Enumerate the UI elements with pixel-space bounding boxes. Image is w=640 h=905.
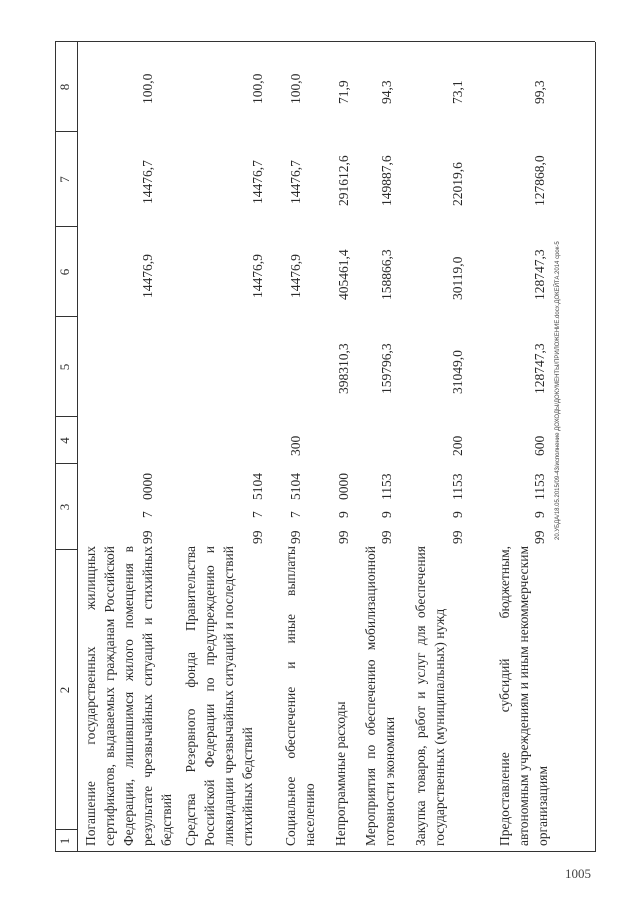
row-5-col6: 158866,3 — [379, 249, 394, 300]
page-number: 1005 — [565, 866, 591, 881]
row-1-code-a: 99 — [140, 530, 155, 544]
row-6-description: Закупка товаров, работ и услуг для обеспечения государственных (муниципальных) нужд — [413, 546, 447, 846]
row-3-code-b: 7 — [288, 511, 303, 518]
col-divider-8 — [55, 41, 595, 42]
row-5-code-c: 1153 — [379, 473, 394, 500]
header-col-5: 5 — [57, 363, 72, 371]
row-5-description: Мероприятия по обеспечению мобилизационной готовности экономики — [363, 546, 397, 846]
row-2-code-a: 99 — [250, 530, 265, 544]
row-2-col8: 100,0 — [250, 73, 265, 104]
row-3-code-a: 99 — [288, 530, 303, 544]
table-border-top — [55, 42, 56, 852]
row-6-col7: 22019,6 — [450, 162, 465, 206]
row-2-code-c: 5104 — [250, 473, 265, 500]
row-6-code-b: 9 — [450, 511, 465, 518]
row-7-code-a: 99 — [532, 530, 547, 544]
budget-table — [55, 42, 595, 852]
row-2-col7: 14476,7 — [250, 160, 265, 204]
row-1-col6: 14476,9 — [140, 254, 155, 298]
header-col-6: 6 — [57, 268, 72, 276]
row-4-col7: 291612,6 — [336, 155, 351, 206]
header-col-4: 4 — [57, 437, 72, 444]
row-4-code-b: 9 — [336, 511, 351, 518]
header-col-8: 8 — [57, 83, 72, 91]
header-col-7: 7 — [57, 176, 72, 183]
row-4-description: Непрограммные расходы — [333, 701, 348, 846]
row-1-code-c: 0000 — [140, 473, 155, 500]
row-7-code-c: 1153 — [532, 473, 547, 500]
row-4-code-a: 99 — [336, 530, 351, 544]
row-3-description: Социальное обеспечение и иные выплаты населению — [283, 546, 317, 846]
row-7-col6: 128747,3 — [532, 249, 547, 300]
row-5-col8: 94,3 — [379, 80, 394, 104]
row-4-col8: 71,9 — [336, 80, 351, 104]
row-6-code-c: 1153 — [450, 473, 465, 500]
row-1-code-b: 7 — [140, 511, 155, 518]
row-7-col7: 127868,0 — [532, 155, 547, 206]
row-5-code-b: 9 — [379, 511, 394, 518]
row-7-col5: 128747,3 — [532, 343, 547, 394]
row-3-col8: 100,0 — [288, 73, 303, 104]
row-6-code-d: 200 — [450, 435, 465, 456]
row-1-col7: 14476,7 — [140, 160, 155, 204]
header-col-2: 2 — [57, 686, 72, 694]
row-2-code-b: 7 — [250, 511, 265, 518]
row-1-col8: 100,0 — [140, 73, 155, 104]
row-3-col6: 14476,9 — [288, 254, 303, 298]
row-4-col6: 405461,4 — [336, 249, 351, 300]
rotated-page — [55, 42, 595, 852]
row-4-code-c: 0000 — [336, 473, 351, 500]
header-col-1: 1 — [57, 837, 72, 845]
col-divider-0 — [55, 851, 595, 852]
row-6-col8: 73,1 — [450, 80, 465, 104]
header-col-3: 3 — [57, 503, 72, 511]
row-2-description: Средства Резервного фонда Правительства Российской Федерации по предупреждению и ликвидации чрезвычайных ситуаций и последствий стихийных бедствий — [183, 546, 255, 846]
row-5-col5: 159796,3 — [379, 343, 394, 394]
row-3-code-d: 300 — [288, 435, 303, 456]
table-border-bottom — [595, 42, 596, 852]
row-4-col5: 398310,3 — [336, 343, 351, 394]
row-7-code-b: 9 — [532, 511, 547, 518]
row-3-col7: 14476,7 — [288, 160, 303, 204]
side-note: 20.УБДА/18.05.2015/09-43/исполнение ДОХОДЫ/ДОКУМЕНТЫ/ПРИЛОЖЕНИЕ.docx.ДОКЕЙТА.2014 срок-5 — [555, 241, 561, 540]
row-7-col8: 99,3 — [532, 80, 547, 104]
row-5-code-a: 99 — [379, 530, 394, 544]
row-1-description: Погашение государственных жилищных сертификатов, выдаваемых гражданам Российской Федерации, лишившимся жилого помещения в результате чрезвычайных ситуаций и стихийных бедствий — [83, 546, 174, 846]
row-2-col6: 14476,9 — [250, 254, 265, 298]
row-7-description: Предоставление субсидий бюджетным, автономным учреждениям и иным некоммерческим организациям — [497, 546, 550, 846]
row-5-col7: 149887,6 — [379, 155, 394, 206]
row-6-col5: 31049,0 — [450, 350, 465, 394]
row-6-col6: 30119,0 — [450, 256, 465, 300]
row-7-code-d: 600 — [532, 435, 547, 456]
header-divider — [77, 42, 78, 852]
row-6-code-a: 99 — [450, 530, 465, 544]
row-3-code-c: 5104 — [288, 473, 303, 500]
